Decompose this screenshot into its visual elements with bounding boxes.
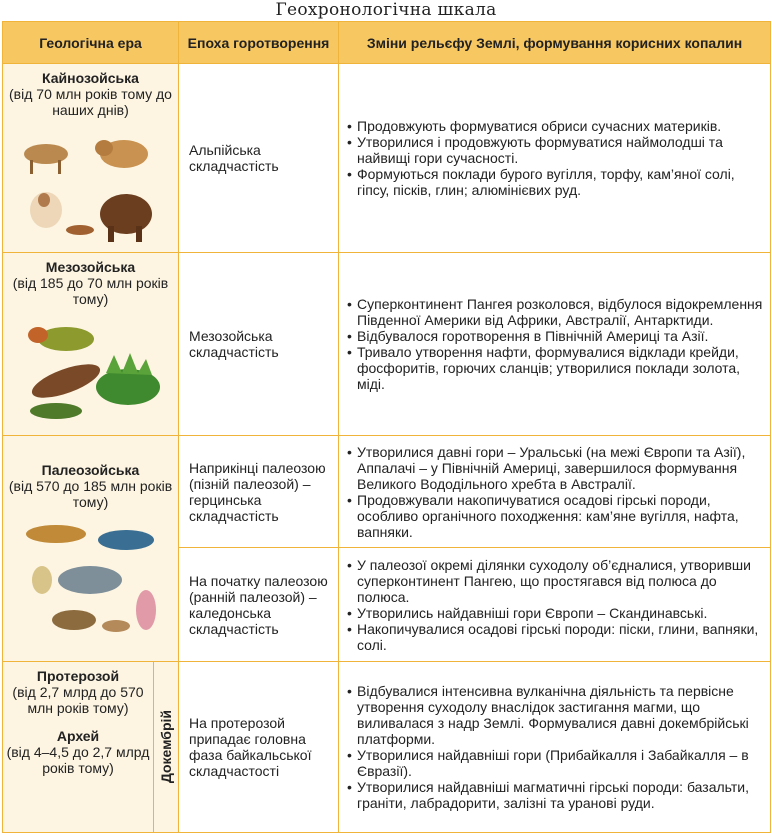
header-changes: Зміни рельєфу Землі, формування корисних копалин xyxy=(339,22,771,64)
table-row-paleozoic-late xyxy=(3,436,771,548)
list-item: • Утворились найдавніші гори Європи – Скандинавські. xyxy=(347,605,764,621)
era-range: (від 570 до 185 млн років тому) xyxy=(8,478,173,510)
list-item: • Тривало утворення нафти, формувалися відклади крейди, фосфоритів, горючих сланців; утворилися поклади золота, міді. xyxy=(347,344,764,392)
list-item: • У палеозої окремі ділянки суходолу об’єдналися, утворивши суперконтинент Пангею, що простягався від полюса до полюса. xyxy=(347,557,764,605)
paleozoic-fauna-illustration xyxy=(16,518,166,640)
list-item: • Утворилися найдавніші магматичні гірські породи: базальти, граніти, лабрадорити, залізні та уранові руди. xyxy=(347,779,764,811)
table-row-cenozoic xyxy=(3,64,771,253)
list-item: • Продовжують формуватися обриси сучасних материків. xyxy=(347,118,764,134)
era-cell-cenozoic xyxy=(3,64,179,253)
era-range-archean: (від 4–4,5 до 2,7 млрд років тому) xyxy=(6,744,150,776)
table-row-mesozoic xyxy=(3,253,771,436)
changes-cell-paleozoic-early xyxy=(339,548,771,662)
epoch-cell-paleozoic-early: На початку палеозою (ранній палеозой) – каледонська складчастість xyxy=(179,548,339,662)
era-cell-mesozoic xyxy=(3,253,179,436)
list-item: • Утворилися і продовжують формуватися наймолодші та найвищі гори сучасності. xyxy=(347,134,764,166)
epoch-cell-precambrian: На протерозой припадає головна фаза байкальської складчастості xyxy=(179,662,339,833)
list-item: • Формуються поклади бурого вугілля, торфу, кам’яної солі, гіпсу, пісків, глин; алюмінієвих руд. xyxy=(347,166,764,198)
table-row-precambrian xyxy=(3,662,771,833)
era-name-archean: Архей xyxy=(56,728,100,744)
epoch-cell-paleozoic-late: Наприкінці палеозою (пізній палеозой) – герцинська складчастість xyxy=(179,436,339,548)
list-item: • Продовжували накопичуватися осадові гірські породи, особливо органічного походження: кам’яне вугілля, нафта, вапняки. xyxy=(347,492,764,540)
era-name-proterozoic: Протерозой xyxy=(36,668,120,684)
precambrian-side-label-cell xyxy=(153,662,178,832)
list-item: • Відбувалися інтенсивна вулканічна діяльність та первісне утворення суходолу внаслідок застигання магми, що виливалася з надр Землі. Формувалися давні докембрійські платформи. xyxy=(347,683,764,747)
era-name: Мезозойська xyxy=(45,259,136,275)
era-range-proterozoic: (від 2,7 млрд до 570 млн років тому) xyxy=(12,684,144,716)
list-item: • Відбувалося горотворення в Північній Америці та Азії. xyxy=(347,328,764,344)
era-cell-paleozoic xyxy=(3,436,179,662)
list-item: • Утворилися найдавніші гори (Прибайкалля і Забайкалля – в Євразії). xyxy=(347,747,764,779)
list-item: • Утворилися давні гори – Уральські (на межі Європи та Азії), Аппалачі – у Північній Америці, завершилося формування Великого Вододільного хребта в Австралії. xyxy=(347,444,764,492)
list-item: • Накопичувалися осадові гірські породи: піски, глини, вапняки, солі. xyxy=(347,621,764,653)
era-range: (від 70 млн років тому до наших днів) xyxy=(9,86,172,118)
header-era: Геологічна ера xyxy=(3,22,179,64)
era-range: (від 185 до 70 млн років тому) xyxy=(12,275,169,307)
page-title: Геохронологічна шкала xyxy=(275,0,497,20)
era-cell-precambrian xyxy=(3,662,179,833)
changes-cell-precambrian xyxy=(339,662,771,833)
era-name: Кайнозойська xyxy=(42,70,139,86)
epoch-cell-cenozoic: Альпійська складчастість xyxy=(179,64,339,253)
precambrian-label: Докембрій xyxy=(158,710,174,784)
changes-cell-mesozoic xyxy=(339,253,771,436)
geochronology-table xyxy=(2,21,771,833)
header-epoch: Епоха горотворення xyxy=(179,22,339,64)
changes-cell-cenozoic xyxy=(339,64,771,253)
era-name: Палеозойська xyxy=(41,462,140,478)
cenozoic-animals-illustration xyxy=(16,126,166,244)
epoch-cell-mesozoic: Мезозойська складчастість xyxy=(179,253,339,436)
header-row xyxy=(3,22,771,64)
changes-cell-paleozoic-late xyxy=(339,436,771,548)
mesozoic-dinosaurs-illustration xyxy=(16,315,166,429)
list-item: • Суперконтинент Пангея розколовся, відбулося відокремлення Південної Америки від Африки, Австралії, Антарктиди. xyxy=(347,296,764,328)
